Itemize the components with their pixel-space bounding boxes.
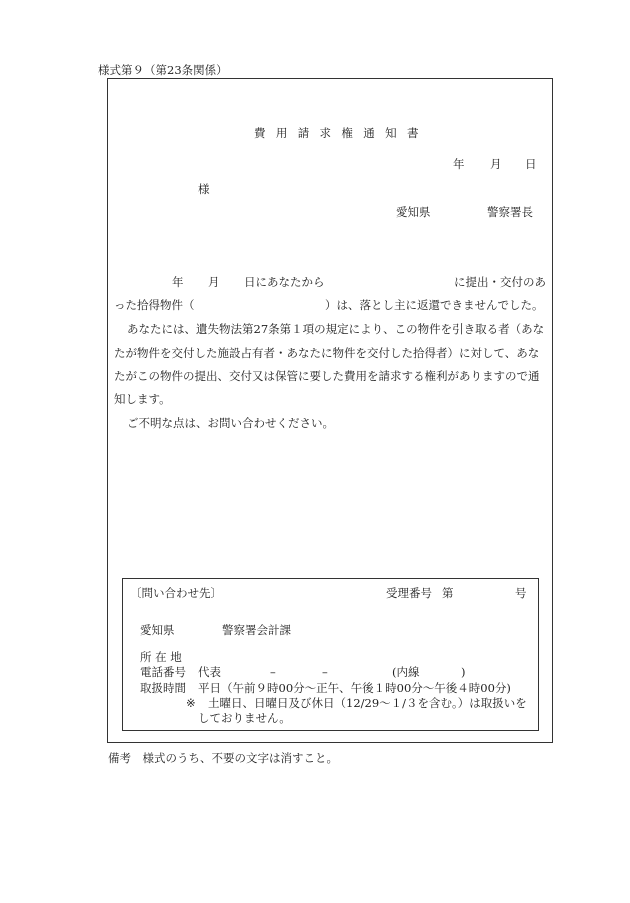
contact-prefecture: 愛知県 (140, 623, 175, 637)
body-line1-tail: に提出・交付のあ (454, 275, 546, 289)
remarks: 備考 様式のうち、不要の文字は消すこと。 (108, 751, 338, 765)
phone-label: 電話番号 (140, 665, 186, 679)
body-line2-head: った拾得物件（ (114, 298, 195, 312)
body-para2-line: あなたには、遺失物法第27条第１項の規定により、この物件を引き取る者（あな (127, 322, 545, 336)
extension-open: (内線 (392, 665, 420, 679)
body-para2-line: たがこの物件の提出、交付又は保管に要した費用を請求する権利がありますので通 (114, 369, 540, 383)
body-line2-tail: ）は、落とし主に返還できませんでした。 (325, 298, 544, 312)
body-day-text: 日にあなたから (244, 275, 325, 289)
body-para2-line: たが物件を交付した施設占有者・あなたに物件を交付した拾得者）に対して、あな (114, 346, 540, 360)
document-title: 費用請求権通知書 (254, 126, 429, 140)
address-label: 所 在 地 (140, 650, 182, 664)
note-line: しておりません。 (198, 711, 291, 725)
sender-chief: 警察署長 (487, 205, 533, 219)
date-month: 月 (490, 157, 502, 171)
hours-text: 平日（午前９時00分～正午、午後１時00分～午後４時00分) (198, 681, 511, 695)
receipt-number-label: 受理番号 (386, 586, 432, 600)
body-para3: ご不明な点は、お問い合わせください。 (127, 416, 334, 430)
date-day: 日 (525, 157, 537, 171)
phone-dash: – (270, 665, 276, 679)
receipt-go: 号 (515, 586, 527, 600)
sender-prefecture: 愛知県 (396, 205, 431, 219)
body-year: 年 (172, 275, 184, 289)
contact-heading: 〔問い合わせ先〕 (130, 586, 222, 600)
note-line: 土曜日、日曜日及び休日（12/29～１/３を含む。）は取扱いを (208, 696, 527, 710)
extension-close: ) (461, 665, 466, 679)
date-year: 年 (453, 157, 465, 171)
form-number-label: 様式第９（第23条関係） (98, 63, 228, 77)
hours-label: 取扱時間 (140, 681, 186, 695)
contact-section: 警察署会計課 (222, 623, 291, 637)
phone-dash: – (322, 665, 328, 679)
receipt-dai: 第 (442, 586, 454, 600)
body-para2-line: 知します。 (114, 392, 171, 406)
addressee-suffix: 様 (198, 182, 210, 196)
phone-representative: 代表 (198, 665, 221, 679)
note-mark: ※ (186, 696, 196, 710)
body-month: 月 (208, 275, 220, 289)
